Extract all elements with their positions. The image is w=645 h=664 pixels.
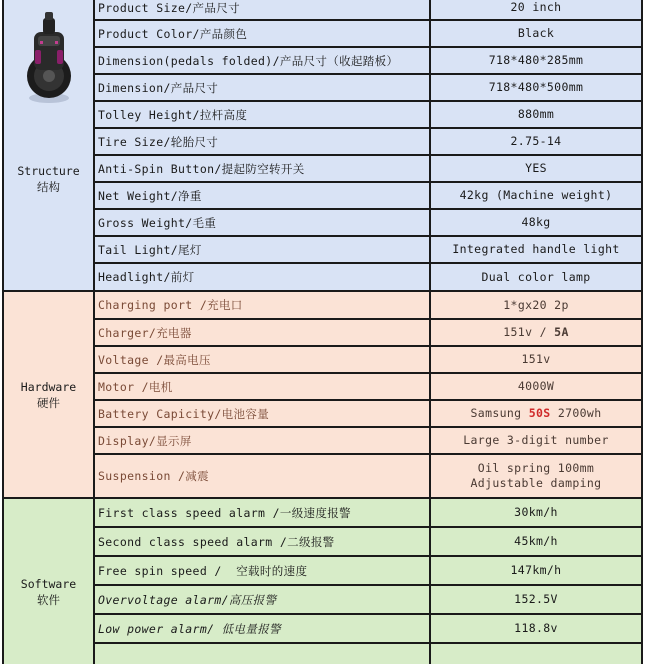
table-row	[95, 264, 641, 290]
category-name-en: Hardware	[20, 379, 77, 394]
table-row	[95, 21, 641, 48]
row-value: Large 3-digit number	[463, 433, 609, 447]
row-label: Suspension /减震	[95, 455, 431, 497]
row-label: Dimension(pedals folded)/产品尺寸（收起踏板）	[95, 48, 431, 73]
category-cell-software	[4, 499, 95, 664]
row-value: 2.75-14	[510, 134, 562, 148]
section-structure	[4, 0, 641, 292]
rows-software	[95, 499, 641, 664]
table-row	[95, 455, 641, 497]
row-label: Tail Light/尾灯	[95, 237, 431, 262]
charger-current: 5A	[554, 325, 569, 339]
table-row	[95, 347, 641, 374]
suspension-line-1: Oil spring 100mm	[477, 461, 595, 475]
row-value: 4000W	[517, 379, 555, 393]
row-label: Tire Size/轮胎尺寸	[95, 129, 431, 154]
row-value: 42kg (Machine weight)	[459, 188, 613, 202]
table-row	[95, 615, 641, 644]
rows-structure	[95, 0, 641, 290]
row-value: 151v	[521, 352, 551, 366]
row-label: Motor /电机	[95, 374, 431, 399]
row-label: Dimension/产品尺寸	[95, 75, 431, 100]
category-name-zh: 结构	[37, 180, 60, 194]
row-value-empty	[431, 644, 641, 664]
row-label: Display/显示屏	[95, 428, 431, 453]
spec-table	[2, 0, 643, 664]
suspension-line-2: Adjustable damping	[470, 476, 602, 490]
row-label: Second class speed alarm /二级报警	[95, 528, 431, 555]
battery-cell-model: 50S	[528, 406, 551, 420]
section-hardware	[4, 292, 641, 499]
row-value: 118.8v	[514, 621, 558, 635]
category-name-en: Software	[20, 576, 77, 591]
table-row	[95, 48, 641, 75]
row-value: 152.5V	[514, 592, 558, 606]
row-value: 718*480*500mm	[488, 80, 584, 94]
table-row	[95, 557, 641, 586]
table-row	[95, 75, 641, 102]
table-row	[95, 528, 641, 557]
charger-voltage: 151v /	[503, 325, 555, 339]
row-value	[431, 320, 641, 345]
category-cell-hardware	[4, 292, 95, 497]
row-label: Charger/充电器	[95, 320, 431, 345]
row-value: Black	[517, 26, 555, 40]
battery-capacity: 2700wh	[550, 406, 602, 420]
row-value: YES	[525, 161, 547, 175]
row-label: Overvoltage alarm/高压报警	[95, 586, 431, 613]
row-label: Product Color/产品颜色	[95, 21, 431, 46]
category-name-zh: 硬件	[36, 395, 60, 410]
row-label: Low power alarm/ 低电量报警	[95, 615, 431, 642]
row-value	[431, 401, 641, 426]
row-label: Headlight/前灯	[95, 264, 431, 290]
table-row	[95, 156, 641, 183]
row-label: Product Size/产品尺寸	[95, 0, 431, 19]
row-value: Integrated handle light	[452, 242, 620, 256]
row-value: 20 inch	[510, 0, 562, 14]
table-row	[95, 237, 641, 264]
section-software	[4, 499, 641, 664]
row-label-empty	[95, 644, 431, 664]
row-value: 45km/h	[514, 534, 558, 548]
category-name-zh: 软件	[36, 592, 60, 607]
table-row	[95, 401, 641, 428]
battery-brand: Samsung	[470, 406, 529, 420]
row-value: 880mm	[517, 107, 555, 121]
row-label: Tolley Height/拉杆高度	[95, 102, 431, 127]
row-label: Free spin speed / 空载时的速度	[95, 557, 431, 584]
table-row	[95, 428, 641, 455]
row-label: First class speed alarm /一级速度报警	[95, 499, 431, 526]
table-row	[95, 183, 641, 210]
electric-unicycle-icon	[19, 10, 79, 110]
row-value: 718*480*285mm	[488, 53, 584, 67]
row-value: Dual color lamp	[481, 269, 591, 284]
row-value: 30km/h	[514, 505, 558, 519]
row-value	[431, 455, 641, 497]
table-row	[95, 292, 641, 320]
table-row	[95, 210, 641, 237]
row-value: 1*gx20 2p	[503, 297, 569, 312]
row-label: Battery Capicity/电池容量	[95, 401, 431, 426]
row-label: Voltage /最高电压	[95, 347, 431, 372]
row-value: 147km/h	[510, 563, 562, 577]
table-row	[95, 129, 641, 156]
rows-hardware	[95, 292, 641, 497]
row-label: Charging port /充电口	[95, 292, 431, 318]
table-row	[95, 586, 641, 615]
table-row	[95, 499, 641, 528]
table-row	[95, 0, 641, 21]
row-label: Anti-Spin Button/提起防空转开关	[95, 156, 431, 181]
category-cell-structure	[4, 0, 95, 290]
row-value: 48kg	[521, 215, 551, 229]
row-label: Net Weight/净重	[95, 183, 431, 208]
table-row-partial	[95, 644, 641, 664]
table-row	[95, 374, 641, 401]
row-label: Gross Weight/毛重	[95, 210, 431, 235]
table-row	[95, 102, 641, 129]
category-name-en: Structure	[17, 164, 80, 178]
table-row	[95, 320, 641, 347]
